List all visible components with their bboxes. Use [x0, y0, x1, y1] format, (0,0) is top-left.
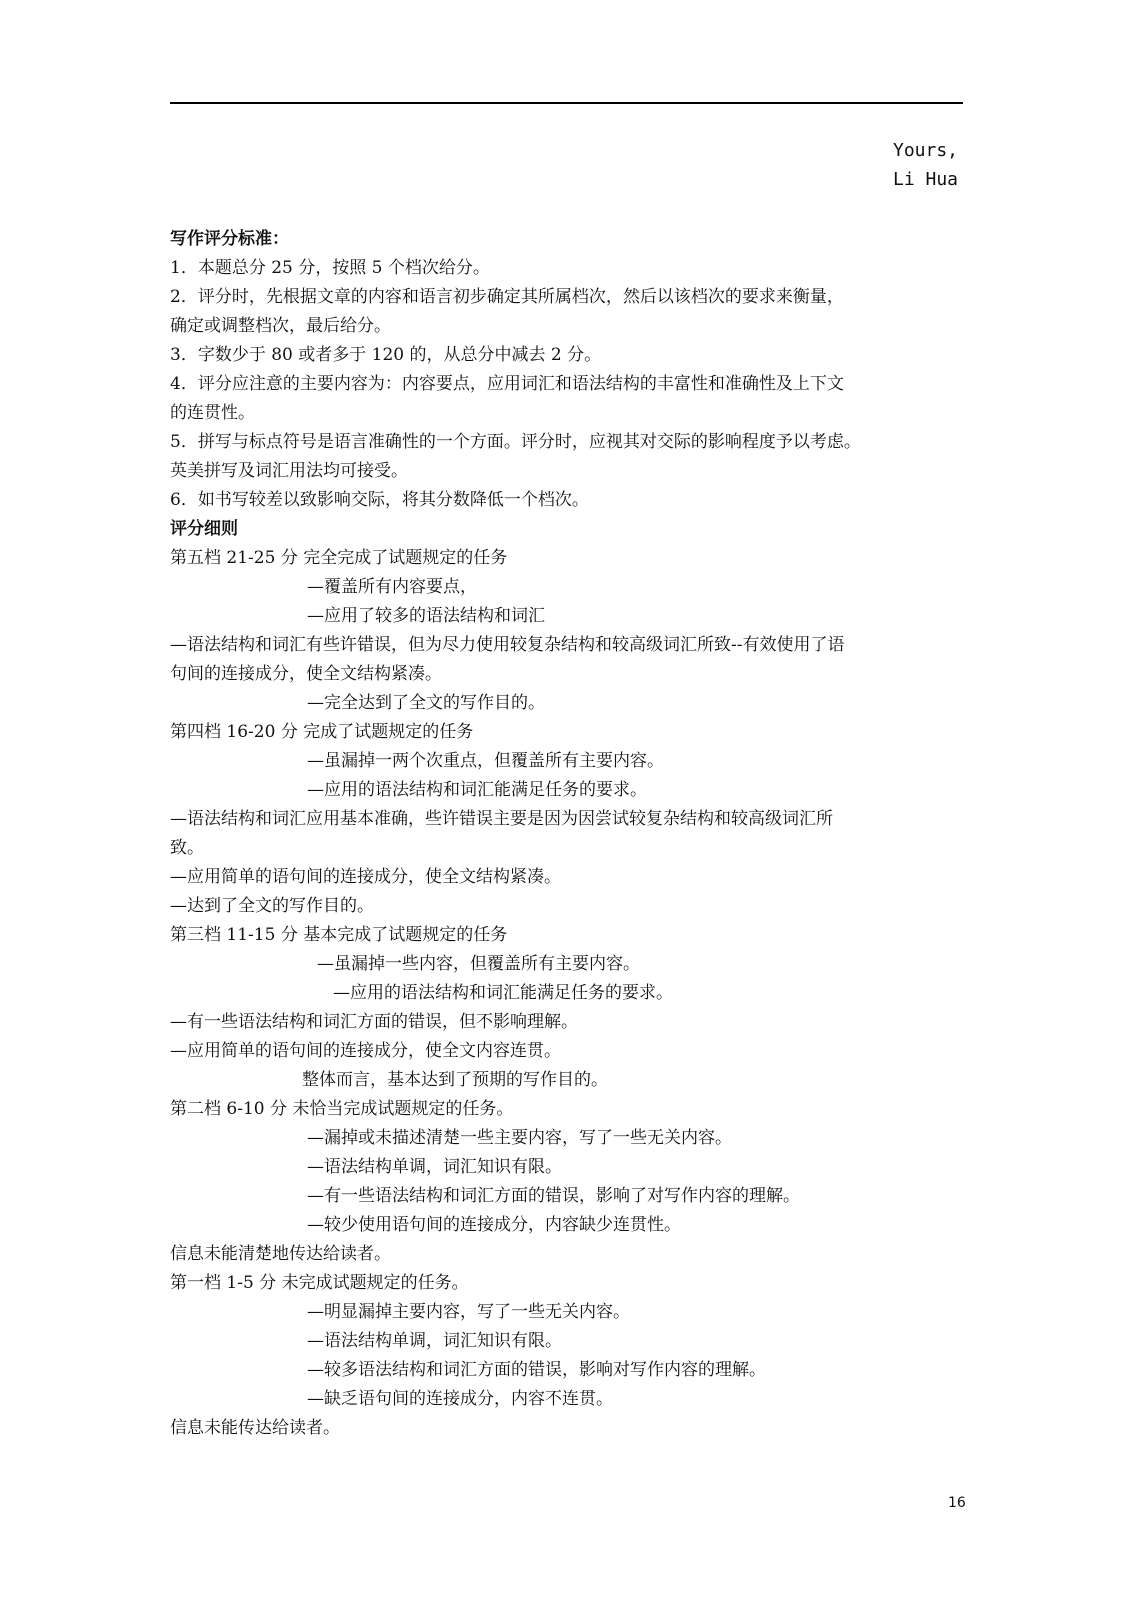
standards-rule: 5．拼写与标点符号是语言准确性的一个方面。评分时，应视其对交际的影响程度予以考虑。 [170, 432, 861, 452]
criterion-line: —应用的语法结构和词汇能满足任务的要求。 [307, 780, 647, 800]
criterion-line: 句间的连接成分，使全文结构紧凑。 [170, 664, 442, 684]
criterion-line: —应用了较多的语法结构和词汇 [307, 606, 545, 626]
criterion-line: —虽漏掉一些内容，但覆盖所有主要内容。 [317, 954, 640, 974]
criterion-line: —较少使用语句间的连接成分，内容缺少连贯性。 [307, 1215, 681, 1235]
standards-rule: 确定或调整档次，最后给分。 [170, 316, 391, 336]
criterion-line: —有一些语法结构和词汇方面的错误，影响了对写作内容的理解。 [307, 1186, 800, 1206]
criterion-line: —缺乏语句间的连接成分，内容不连贯。 [307, 1389, 613, 1409]
criterion-line: 信息未能清楚地传达给读者。 [170, 1244, 391, 1264]
criterion-line: —应用简单的语句间的连接成分，使全文结构紧凑。 [170, 867, 561, 887]
level-heading: 第一档 1-5 分 未完成试题规定的任务。 [170, 1273, 469, 1293]
page-number: 16 [948, 1495, 966, 1511]
standards-rule: 英美拼写及词汇用法均可接受。 [170, 461, 408, 481]
criterion-line: —漏掉或未描述清楚一些主要内容，写了一些无关内容。 [307, 1128, 732, 1148]
criterion-line: —语法结构和词汇有些许错误，但为尽力使用较复杂结构和较高级词汇所致--有效使用了语 [170, 635, 845, 655]
standards-rule: 4．评分应注意的主要内容为：内容要点，应用词汇和语法结构的丰富性和准确性及上下文 [170, 374, 844, 394]
criterion-line: —有一些语法结构和词汇方面的错误，但不影响理解。 [170, 1012, 578, 1032]
level-heading: 第五档 21-25 分 完全完成了试题规定的任务 [170, 548, 508, 568]
criterion-line: —语法结构和词汇应用基本准确，些许错误主要是因为因尝试较复杂结构和较高级词汇所 [170, 809, 833, 829]
criterion-line: —应用简单的语句间的连接成分，使全文内容连贯。 [170, 1041, 561, 1061]
standards-rule: 3．字数少于 80 或者多于 120 的，从总分中减去 2 分。 [170, 345, 602, 365]
level-heading: 第四档 16-20 分 完成了试题规定的任务 [170, 722, 474, 742]
criterion-line: —语法结构单调，词汇知识有限。 [307, 1157, 562, 1177]
closing-name: Li Hua [893, 169, 959, 190]
header-rule [170, 102, 963, 104]
details-heading: 评分细则 [170, 519, 238, 539]
criterion-line: 信息未能传达给读者。 [170, 1418, 340, 1438]
criterion-line: —语法结构单调，词汇知识有限。 [307, 1331, 562, 1351]
standards-rule: 的连贯性。 [170, 403, 255, 423]
criterion-line: —覆盖所有内容要点， [307, 577, 477, 597]
standards-heading: 写作评分标准： [170, 229, 289, 249]
standards-rule: 2．评分时，先根据文章的内容和语言初步确定其所属档次，然后以该档次的要求来衡量， [170, 287, 844, 307]
level-heading: 第二档 6-10 分 未恰当完成试题规定的任务。 [170, 1099, 514, 1119]
criterion-line: 致。 [170, 838, 204, 858]
criterion-line: —达到了全文的写作目的。 [170, 896, 374, 916]
criterion-line: —明显漏掉主要内容，写了一些无关内容。 [307, 1302, 630, 1322]
level-heading: 第三档 11-15 分 基本完成了试题规定的任务 [170, 925, 508, 945]
standards-rule: 6．如书写较差以致影响交际，将其分数降低一个档次。 [170, 490, 589, 510]
criterion-line: —较多语法结构和词汇方面的错误，影响对写作内容的理解。 [307, 1360, 766, 1380]
criterion-line: —完全达到了全文的写作目的。 [307, 693, 545, 713]
criterion-line: —虽漏掉一两个次重点，但覆盖所有主要内容。 [307, 751, 664, 771]
closing-salutation: Yours, [893, 140, 959, 161]
criterion-line: 整体而言，基本达到了预期的写作目的。 [302, 1070, 608, 1090]
standards-rule: 1．本题总分 25 分，按照 5 个档次给分。 [170, 258, 490, 278]
criterion-line: —应用的语法结构和词汇能满足任务的要求。 [333, 983, 673, 1003]
